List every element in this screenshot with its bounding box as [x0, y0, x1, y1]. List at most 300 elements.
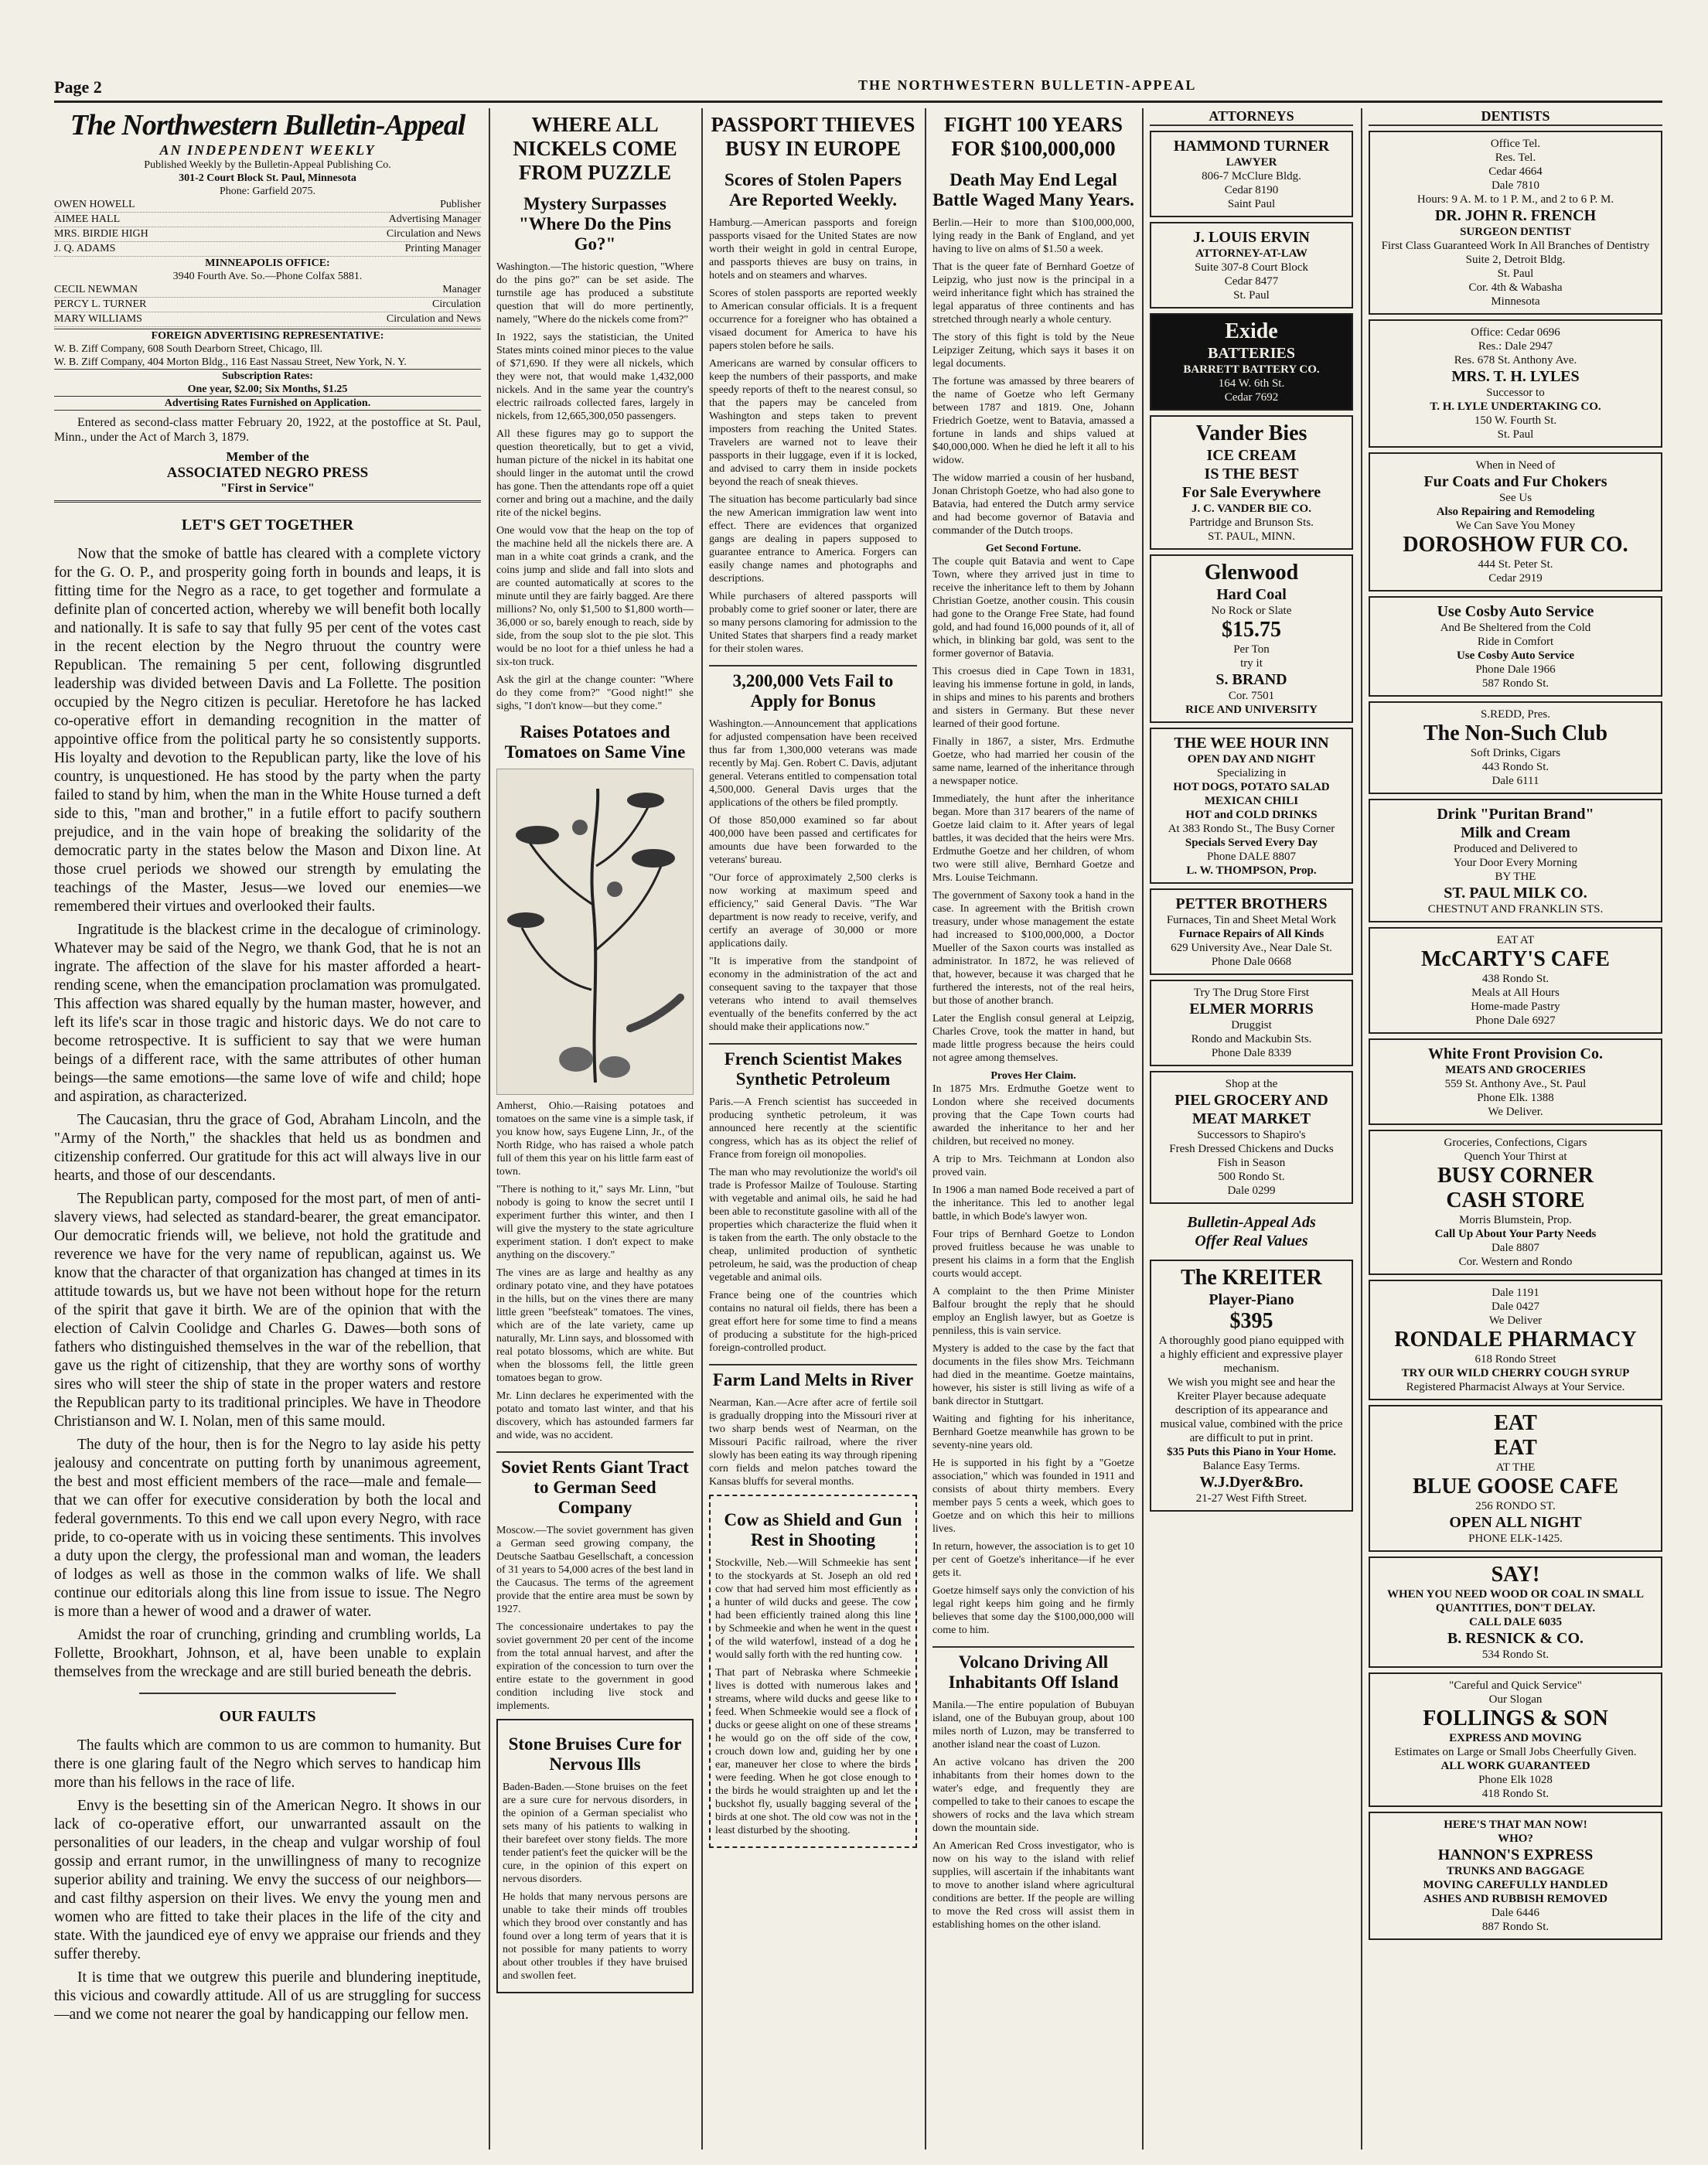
article-crosshead: Proves Her Claim. — [990, 1070, 1076, 1082]
article-headline: Soviet Rents Giant Tract to German Seed Company — [496, 1451, 694, 1518]
ad-line: J. LOUIS ERVIN — [1193, 229, 1310, 246]
ad-line: Registered Pharmacist Always at Your Service. — [1406, 1381, 1625, 1393]
ad-line: Home-made Pastry — [1471, 1001, 1560, 1013]
ad-line: Phone Elk. 1388 — [1477, 1092, 1554, 1104]
ad-line: $35 Puts this Piano in Your Home. — [1167, 1446, 1336, 1458]
ad-line: St. Paul — [1497, 428, 1534, 441]
ad-line: Produced and Delivered to — [1453, 843, 1578, 855]
ad-line: S. BRAND — [1215, 671, 1287, 688]
ad-line: FOLLINGS & SON — [1423, 1706, 1608, 1730]
paragraph: "It is imperative from the standpoint of economy in the administration of the act and consequent saving to the taxpayer that those veterans who intend to avail themselves eventually of the benefits conferred by the act should make their applications now." — [709, 956, 917, 1033]
ad-line: Minnesota — [1491, 295, 1540, 308]
ad-line: Exide — [1225, 319, 1278, 343]
article-body — [496, 261, 694, 713]
ad-line: ALL WORK GUARANTEED — [1440, 1760, 1590, 1772]
staff-row — [54, 312, 481, 327]
article-body — [496, 1524, 694, 1713]
ad-line: Partridge and Brunson Sts. — [1189, 517, 1314, 529]
paragraph: The government of Saxony took a hand in the case. In agreement with the British crown treasury, under whose management the estate had increased to $100,000,000, a Doctor Mueller of the Saxon courts was installed as administrator. In 1872, he was relieved of that, however, because it was charged that he furthered the interests, not of the real heirs, but those of another branch. — [932, 890, 1134, 1007]
ad-line: See Us — [1498, 492, 1532, 504]
article-headline: Raises Potatoes and Tomatoes on Same Vine — [504, 722, 686, 762]
editorial-body — [54, 1737, 481, 2024]
ad-line: Cedar 7692 — [1224, 391, 1279, 404]
ad-line: SAY! — [1491, 1563, 1540, 1587]
ad-line: 534 Rondo St. — [1481, 1648, 1549, 1661]
paragraph: An American Red Cross investigator, who is now on his way to the island with relief supplies, will ascertain if the inhabitants want to move to another island where agricultural conditions are better. If the people are willing to move the Red cross will assist them in establishing homes on the other island. — [932, 1840, 1134, 1931]
paragraph: The vines are as large and healthy as any ordinary potato vine, and they have potatoes in the hills, but on the vines there are many little green "beefsteak" tomatoes. The vines, which are of the late variety, came up naturally, Mr. Linn says, and blossomed with real potato blossoms, which are white. But when the blossoms fell, the little green tomatoes began to grow. — [496, 1267, 694, 1384]
page-number: Page 2 — [54, 77, 102, 97]
ad-hammond-turner — [1150, 131, 1353, 217]
ad-line: W.J.Dyer&Bro. — [1199, 1474, 1304, 1491]
ad-line: THE WEE HOUR INN — [1174, 735, 1329, 752]
paragraph: Ingratitude is the blackest crime in the decalogue of criminology. Whatever may be said of the Negro, we thank God, that he is not an ingrate. The affection of the slave for his master afforded a heart-rending scene, when the emancipation proclamation was promulgated. This affection was shared equally by the human master, however, and left its life's scar in those tragic and historic days. We do not care to become retrospective. It is sufficient to say that we were human beings of a different race, with the same attributes of other human beings—the same emotions—the same love of wife and child; hope and aspiration, as characterized. — [54, 922, 481, 1105]
paragraph: Goetze himself says only the conviction of his legal right keeps him going and he firmly believes that some day the $100,000,000 will come to him. — [932, 1585, 1134, 1636]
paragraph: That is the queer fate of Bernhard Goetze of Leipzig, who just now is the principal in a weird inheritance fight which has strained the legal apparatus of three continents and has stretched through nearly a whole century. — [932, 261, 1134, 326]
ad-line: Successors to Shapiro's — [1197, 1129, 1306, 1141]
ad-line: St. Paul — [1233, 289, 1270, 302]
ad-line: HAMMOND TURNER — [1173, 138, 1330, 155]
ad-line: Cedar 2919 — [1488, 572, 1543, 585]
paragraph: Later the English consul general at Leipzig, Charles Crove, took the matter in hand, but made little progress because the heirs could not agree among themselves. — [932, 1013, 1134, 1064]
staff-name: MRS. BIRDIE HIGH — [54, 228, 148, 240]
paragraph: The situation has become particularly bad since the new American immigration law went into effect. There are evidences that organized gangs are dealing in papers supposed to guarantee entrance to America. Forgers can easily change names and photographs and descriptions. — [709, 494, 917, 585]
ad-line: MEATS AND GROCERIES — [1445, 1064, 1586, 1076]
staff-role: Circulation — [432, 298, 481, 310]
ad-line: 444 St. Peter St. — [1478, 558, 1553, 571]
mpls-office-address: 3940 Fourth Ave. So.—Phone Colfax 5881. — [172, 271, 363, 282]
paragraph: Washington.—Announcement that applications for adjusted compensation have been received thus far from 1,300,000 veterans was made recently by Maj. Gen. Robert C. Davis, adjutant general. Veterans entitled to compensation total 4,500,000. General Davis urges that the applications of the others be filed promptly. — [709, 718, 917, 809]
ad-line: 500 Rondo St. — [1218, 1171, 1285, 1183]
ad-line: Cor. 7501 — [1228, 690, 1275, 702]
paragraph: Finally in 1867, a sister, Mrs. Erdmuthe Goetze, who had married her cousin of the same name, learned of the inheritance through a newspaper notice. — [932, 736, 1134, 787]
dentists-heading: DENTISTS — [1369, 108, 1662, 126]
article-crosshead: Get Second Fortune. — [985, 543, 1082, 554]
ad-line: Suite 307-8 Court Block — [1194, 261, 1309, 274]
ad-line: ICE CREAM — [1206, 447, 1297, 464]
paragraph: Washington.—The historic question, "Where do the pins go?" can be set aside. The turnstile age has produced a substitute question that will do more pertinently, namely, "Where do the nickels come from?" — [496, 261, 694, 326]
paragraph: The fortune was amassed by three bearers of the name of Goetze who left Germany between 1787 and 1819. One, Johann Friedrich Goetze, went to Batavia, amassed a fortune in lands and ships valued at $40,000,000. When he died he left it all to his widow. — [932, 376, 1134, 466]
ad-vander-bies — [1150, 415, 1353, 550]
ad-line: First Class Guaranteed Work In All Branches of Dentistry — [1381, 240, 1650, 252]
paragraph: In return, however, the association is to get 10 per cent of Goetze's inheritance—if he ever gets it. — [932, 1541, 1134, 1579]
ad-line: Cedar 8477 — [1224, 275, 1279, 288]
ad-line: WHEN YOU NEED WOOD OR COAL IN SMALL QUANTITIES, DON'T DELAY. — [1386, 1588, 1645, 1614]
ad-line: Phone Elk 1028 — [1478, 1774, 1553, 1786]
editorial-title: OUR FAULTS — [219, 1708, 316, 1725]
ad-line: try it — [1240, 657, 1263, 670]
staff-list — [54, 198, 481, 257]
article-headline: PASSPORT THIEVES BUSY IN EUROPE — [711, 113, 915, 160]
paragraph: Amherst, Ohio.—Raising potatoes and tomatoes on the same vine is a simple task, if you know how, says Eugene Linn, Jr., of the North Ridge, who has raised a whole patch full of them this year on his little farm east of town. — [496, 1100, 694, 1178]
ad-wee-hour-inn — [1150, 728, 1353, 884]
article-headline: Stone Bruises Cure for Nervous Ills — [508, 1734, 682, 1774]
paragraph: France being one of the countries which contains no natural oil fields, there has been a great effort here for some time to find a means of producing a substitute for the high-priced foreign-controlled product. — [709, 1290, 917, 1354]
ad-line: PETTER BROTHERS — [1175, 895, 1328, 912]
article-headline: Volcano Driving All Inhabitants Off Island — [932, 1646, 1134, 1693]
ad-line: Dale 0427 — [1491, 1301, 1540, 1313]
ad-line: A thoroughly good piano equipped with a highly efficient and expressive player mechanism. — [1158, 1335, 1345, 1375]
running-title: THE NORTHWESTERN BULLETIN-APPEAL — [858, 77, 1197, 93]
paragraph: Ask the girl at the change counter: "Where do they come from?" "Good night!" she sighs, "I don't know—but they come." — [496, 674, 694, 712]
ad-line: Bulletin-Appeal Ads — [1187, 1214, 1316, 1231]
ad-line: Specializing in — [1216, 767, 1287, 779]
staff-role: Publisher — [440, 199, 481, 210]
ad-line: DOROSHOW FUR CO. — [1403, 533, 1628, 557]
article-headline: Cow as Shield and Gun Rest in Shooting — [724, 1510, 902, 1550]
ad-line: Dale 1191 — [1492, 1287, 1539, 1299]
ad-line: CHESTNUT AND FRANKLIN STS. — [1427, 903, 1604, 915]
ad-mccartys-cafe — [1369, 927, 1662, 1034]
ad-j-louis-ervin — [1150, 222, 1353, 309]
ad-line: Dale 7810 — [1491, 179, 1540, 192]
staff-row — [54, 198, 481, 213]
staff-row — [54, 242, 481, 257]
staff-name: MARY WILLIAMS — [54, 313, 142, 325]
ad-line: WHO? — [1498, 1833, 1533, 1845]
ad-line: Drink "Puritan Brand" — [1437, 806, 1594, 823]
paragraph: Mr. Linn declares he experimented with the potato and tomato last winter, and that his discovery, which has astounded farmers far and wide, was no accident. — [496, 1390, 694, 1441]
ad-line: Saint Paul — [1227, 198, 1276, 210]
ad-line: Shop at the — [1225, 1078, 1278, 1090]
ad-line: Suite 2, Detroit Bldg. — [1465, 254, 1566, 266]
ad-line: Phone Dale 0668 — [1211, 956, 1292, 968]
ad-line: $15.75 — [1222, 618, 1281, 642]
paragraph: The widow married a cousin of her husband, Jonan Christoph Goetze, who had also gone to Batavia, had entered the Dutch army service and had become governor of Batavia and commander of the Dutch troops. — [932, 472, 1134, 537]
ad-line: Fur Coats and Fur Chokers — [1423, 473, 1607, 490]
advertising-rates: Advertising Rates Furnished on Application. — [54, 396, 481, 411]
ad-line: Cor. 4th & Wabasha — [1468, 281, 1563, 294]
ad-line: ST. PAUL MILK CO. — [1444, 885, 1587, 902]
ad-line: Hours: 9 A. M. to 1 P. M., and 2 to 6 P. M. — [1417, 193, 1614, 206]
ads-column-5 — [1150, 108, 1353, 2150]
paragraph: "Our force of approximately 2,500 clerks is now working at maximum speed and efficiency," said General Davis. "The War department is now ready to receive, verify, and certify an average of 30,000 or more applications daily. — [709, 872, 917, 950]
article-body — [709, 1096, 917, 1355]
paragraph: He is supported in his fight by a "Goetze association," which was founded in 1911 and consists of about thirty members. Every member pays 5 cents a week, which goes to Goetze and on which this heir to millions lives. — [932, 1458, 1134, 1535]
staff-name: J. Q. ADAMS — [54, 243, 116, 254]
article-subhead: Mystery Surpasses "Where Do the Pins Go?" — [519, 194, 671, 254]
ad-line: The KREITER — [1181, 1266, 1322, 1290]
paragraph: The duty of the hour, then is for the Negro to lay aside his petty jealousy and concentrate on putting forth by unanimous agreement, the best and most efficient members of the race—male and female—that we can offer for executive consideration by both the local and federal governments. To this end we call upon every Negro, with race pride, to co-operate with us in voicing these sentiments. This involves a duty upon the clergy, the professional man and woman, the leaders of lodges as well as those in the common walks of life. We shall continue our editorials along this line from issue to issue. The Negro is more than a hewer of wood and a drawer of water. — [54, 1437, 481, 1620]
ad-line: Soft Drinks, Cigars — [1470, 747, 1561, 759]
staff-role: Advertising Manager — [388, 213, 481, 225]
ad-line: EAT — [1494, 1411, 1537, 1435]
staff-row — [54, 283, 481, 298]
article-body — [709, 718, 917, 1034]
ad-line: ASHES AND RUBBISH REMOVED — [1423, 1893, 1607, 1905]
staff-name: PERCY L. TURNER — [54, 298, 147, 310]
foreign-rep-2: W. B. Ziff Company, 404 Morton Bldg., 116 East Nassau Street, New York, N. Y. — [54, 356, 407, 368]
ad-piel-grocery — [1150, 1071, 1353, 1204]
article-headline: 3,200,000 Vets Fail to Apply for Bonus — [709, 665, 917, 711]
ad-line: No Rock or Slate — [1211, 605, 1292, 617]
ad-line: HANNON'S EXPRESS — [1437, 1846, 1594, 1863]
ad-line: Office Tel. — [1490, 138, 1541, 150]
ad-line: Druggist — [1231, 1019, 1272, 1031]
article-body — [932, 1082, 1134, 1637]
article-headline: French Scientist Makes Synthetic Petroleum — [709, 1043, 917, 1089]
article-subhead: Scores of Stolen Papers Are Reported Weekly. — [724, 170, 902, 210]
page-header — [54, 77, 1662, 101]
paragraph: Manila.—The entire population of Bubuyan island, one of the Bubuyan group, about 100 miles north of Luzon, may be transferred to another island near the coast of Luzon. — [932, 1700, 1134, 1751]
ad-line: BY THE — [1495, 871, 1536, 883]
ad-line: Dale 6446 — [1491, 1907, 1540, 1919]
paragraph: Scores of stolen passports are reported weekly to American consular officials. It is a frequent occurrence for a foreigner who has obtained a visaed document for America to have his papers stolen before he sails. — [709, 288, 917, 352]
paragraph: Americans are warned by consular officers to keep the numbers of their passports, and make speedy reports of theft to the nearest consul, so that the papers may be canceled from Washington and steps taken to prevent imposters from reaching the United States. Travelers are warned not to leave their passports in their luggage, even if it is locked, and advised to carry them in inside pockets beyond the reach of sneak thieves. — [709, 358, 917, 488]
ad-line: PIEL GROCERY AND MEAT MARKET — [1174, 1092, 1328, 1127]
ad-line: Our Slogan — [1488, 1693, 1543, 1706]
ad-line: 587 Rondo St. — [1481, 677, 1549, 690]
ad-line: MRS. T. H. LYLES — [1451, 368, 1580, 385]
staff-role: Printing Manager — [404, 243, 481, 254]
ad-line: Fish in Season — [1217, 1157, 1286, 1169]
ad-line: Morris Blumstein, Prop. — [1459, 1214, 1572, 1226]
ad-line: Call Up About Your Party Needs — [1434, 1228, 1597, 1240]
staff-name: AIMEE HALL — [54, 213, 121, 225]
ad-blue-goose-cafe — [1369, 1405, 1662, 1552]
ad-line: For Sale Everywhere — [1181, 484, 1321, 501]
article-body — [932, 216, 1134, 537]
article-subhead: Death May End Legal Battle Waged Many Years. — [932, 170, 1134, 210]
editorial-body — [54, 545, 481, 1682]
ad-line: Use Cosby Auto Service — [1456, 650, 1575, 662]
ad-line: Meals at All Hours — [1471, 987, 1560, 999]
ad-line: Estimates on Large or Small Jobs Cheerfully Given. — [1394, 1746, 1637, 1758]
article-body — [496, 1100, 694, 1442]
ad-line: J. C. VANDER BIE CO. — [1192, 503, 1311, 515]
paragraph: Mystery is added to the case by the fact that documents in the files show Mrs. Teichmann had died in the meantime. Goetze maintains, however, his sister is still living as wife of a bank director in Stuttgart. — [932, 1343, 1134, 1407]
staff-role: Circulation and News — [386, 228, 481, 240]
ad-busy-corner — [1369, 1130, 1662, 1275]
news-column-2 — [496, 108, 694, 2150]
ad-line: Res. 678 St. Anthony Ave. — [1454, 354, 1577, 367]
ad-rondale-pharmacy — [1369, 1280, 1662, 1400]
paragraph: Nearman, Kan.—Acre after acre of fertile soil is gradually dropping into the Missouri river at two sharp bends west of Nearman, on the Missouri Pacific railroad, where the river slowly has been eating its way through ripening corn fields and melon patches toward the Kansas bluffs for several months. — [709, 1397, 917, 1488]
ad-lyles-undertaking — [1369, 319, 1662, 448]
mpls-office-heading: MINNEAPOLIS OFFICE: — [205, 257, 330, 269]
ad-line: Cedar 4664 — [1488, 165, 1543, 178]
ad-line: MOVING CAREFULLY HANDLED — [1423, 1879, 1608, 1891]
paragraph: In 1875 Mrs. Erdmuthe Goetze went to London where she received documents proving that the Cape Town courts had awarded the inheritance to her and her children, but received no money. — [932, 1083, 1134, 1147]
ad-hannons-express — [1369, 1812, 1662, 1940]
ad-line: ATTORNEY-AT-LAW — [1195, 247, 1307, 260]
ad-line: Dale 6111 — [1492, 775, 1539, 787]
ad-exide-batteries — [1150, 313, 1353, 411]
ad-line: MEXICAN CHILI — [1204, 795, 1299, 807]
ad-dr-french — [1369, 131, 1662, 315]
ad-line: Cor. Western and Rondo — [1458, 1256, 1573, 1268]
ad-line: Dale 8807 — [1491, 1242, 1540, 1254]
ad-line: 618 Rondo Street — [1474, 1353, 1556, 1365]
ad-line: HOT DOGS, POTATO SALAD — [1173, 781, 1330, 793]
foreign-rep-1: W. B. Ziff Company, 608 South Dearborn Street, Chicago, Ill. — [54, 343, 323, 355]
ad-line: 559 St. Anthony Ave., St. Paul — [1444, 1078, 1587, 1090]
ad-line: HOT and COLD DRINKS — [1185, 809, 1318, 821]
paragraph: Now that the smoke of battle has cleared with a complete victory for the G. O. P., and prosperity going forth in bounds and leaps, it is fitting time for the Negro as a race, to get together and formulate a definite plan of concerted action, whereby we will benefit both locally and nationally. It is safe to say that fully 95 per cent of the votes cast in the recent election by the Negro thruout the country were Republican. The remaining 5 per cent, following disgruntled leadership was divided between Davis and La Follette. The position occupied by the Negro citizen is peculiar. Heretofore he has lacked co-operative effort in demanding recognition in the matter of appointive office from the political party he so consistently supports. His loyalty and devotion to the Republican party, like the love of his country, is unquestioned. He has stood by the party when the party failed to stand by him, when the man in the White House turned a deft side to this, "man and brother," in a futile effort to pacify southern prejudice, and in the vain hope of breaking the solidarity of the democratic party in the states below the Mason and Dixon line. At those cruel periods we showed our strength by emulating the teachings of the Master, Jesus—we loved our enemies—we remembered their virtues and overlooked their faults. — [54, 546, 481, 915]
ad-line: OPEN ALL NIGHT — [1449, 1514, 1582, 1531]
ad-line: TRY OUR WILD CHERRY COUGH SYRUP — [1401, 1367, 1630, 1379]
ad-line: HERE'S THAT MAN NOW! — [1444, 1819, 1587, 1831]
ad-line: Glenwood — [1204, 561, 1299, 585]
paragraph: Of those 850,000 examined so far about 400,000 have been passed and certificates for amounts due have been forwarded to the veterans' bureau. — [709, 815, 917, 866]
ad-line: RONDALE PHARMACY — [1394, 1328, 1637, 1352]
ad-line: 443 Rondo St. — [1481, 761, 1549, 773]
ad-line: Per Ton — [1233, 643, 1270, 656]
subscription-heading: Subscription Rates: — [54, 369, 481, 383]
ad-line: Player-Piano — [1209, 1291, 1294, 1308]
ad-line: CASH STORE — [1446, 1188, 1585, 1212]
ad-line: We Can Save You Money — [1455, 520, 1576, 532]
ad-petter-brothers — [1150, 888, 1353, 975]
ad-line: 21-27 West Fifth Street. — [1195, 1492, 1307, 1505]
header-rule — [54, 101, 1662, 103]
ad-line: BUSY CORNER — [1437, 1164, 1594, 1188]
ad-line: ST. PAUL, MINN. — [1208, 530, 1295, 543]
paragraph: Berlin.—Heir to more than $100,000,000, lying ready in the Bank of England, and yet having to live on alms of $1.50 a week. — [932, 217, 1134, 255]
article-body — [709, 1396, 917, 1488]
ad-line: Balance Easy Terms. — [1202, 1460, 1301, 1472]
ad-line: Phone Dale 6927 — [1475, 1014, 1556, 1027]
masthead-title: The Northwestern Bulletin-Appeal — [70, 109, 465, 141]
ad-line: RICE AND UNIVERSITY — [1185, 704, 1318, 716]
ad-line: DR. JOHN R. FRENCH — [1434, 207, 1597, 224]
staff-name: CECIL NEWMAN — [54, 284, 138, 295]
ad-line: Successor to — [1486, 387, 1545, 399]
ad-line: AT THE — [1495, 1461, 1536, 1474]
potato-vine-illustration — [496, 769, 694, 1095]
editorial-column — [54, 108, 481, 2150]
paragraph: One would vow that the heap on the top of the machine held all the nickels there are. A man in a white coat grinds a crank, and the coins jump and slide and fall into slots and are counted automatically at scores to the minute until they are fairly bagged. Are there millions? No, only $1,500 to $1,800 worth—36,000 or so, barely enough to reach, side by side, from the soup slot to the pie slot. This would be no loot for a thief unless he had a six-ton truck. — [496, 525, 694, 668]
staff-row — [54, 213, 481, 227]
ad-line: Phone Dale 1966 — [1475, 663, 1556, 676]
article-headline: FIGHT 100 YEARS FOR $100,000,000 — [943, 113, 1123, 160]
staff-row — [54, 227, 481, 242]
ad-resnick — [1369, 1556, 1662, 1668]
ad-line: We Deliver. — [1488, 1106, 1543, 1118]
editorial-title: LET'S GET TOGETHER — [181, 517, 354, 534]
ad-line: Vander Bies — [1195, 421, 1307, 445]
anp-motto: "First in Service" — [54, 482, 481, 503]
ad-line: IS THE BEST — [1204, 465, 1299, 482]
ad-line: OPEN DAY AND NIGHT — [1187, 753, 1316, 765]
paragraph: The couple quit Batavia and went to Cape Town, where they arrived just in time to receive the inheritance left to them by Johann Christian Goetze, another cousin. This cousin had gone to the Orange Free State, had found gold, and had found 16,000 pounds of it, all of which, in blinking bar gold, was sent to the former governor of Batavia. — [932, 556, 1134, 660]
ad-elmer-morris — [1150, 980, 1353, 1066]
ad-line: $395 — [1229, 1309, 1273, 1333]
paragraph: A complaint to the then Prime Minister Balfour brought the reply that he should employ an English lawyer, but as Goetze is penniless, this is vain service. — [932, 1286, 1134, 1337]
ad-line: 164 W. 6th St. — [1218, 377, 1285, 390]
paragraph: That part of Nebraska where Schmeekie lives is dotted with numerous lakes and streams, where wild ducks and geese like to feed. When Schmeekie would see a flock of ducks or geese alight on one of these streams he would go on the off side of the cow, crouch down low and, guiding her by one ear, maneuver her close to where the birds were feeding. When he got close enough to the birds he would straighten up and let the buckshot fly, usually bagging several of the birds at one shot. The old cow was not in the least disturbed by the shooting. — [715, 1667, 911, 1836]
anp-name: ASSOCIATED NEGRO PRESS — [166, 465, 369, 481]
ad-line: We Deliver — [1488, 1314, 1543, 1327]
ad-line: Milk and Cream — [1461, 824, 1570, 841]
ad-non-such-club — [1369, 701, 1662, 794]
ad-line: BATTERIES — [1207, 345, 1295, 362]
article-body — [715, 1556, 911, 1837]
article-body — [932, 555, 1134, 1065]
staff-row — [54, 298, 481, 312]
ad-kreiter-piano — [1150, 1260, 1353, 1512]
paragraph: Paris.—A French scientist has succeeded in producing synthetic petroleum, it was announced here recently at the scientific congress, which has as its object the relief of France from foreign oil monopolies. — [709, 1096, 917, 1161]
column-divider — [1142, 108, 1144, 2150]
paragraph: Immediately, the hunt after the inheritance began. More than 317 bearers of the name of Goetze laid claim to it. After years of legal battles, it was decided that the heirs were Mrs. Erdmuthe Goetze and her children, of whom two were still alive, Bernhard Goetze and Mrs. Louise Teichmann. — [932, 793, 1134, 884]
ad-line: PHONE ELK-1425. — [1468, 1533, 1563, 1545]
ads-column-6 — [1369, 108, 1662, 2150]
column-divider — [925, 108, 926, 2150]
ad-line: EXPRESS AND MOVING — [1449, 1732, 1582, 1744]
ad-st-paul-milk — [1369, 799, 1662, 922]
paragraph: Envy is the besetting sin of the American Negro. It shows in our lack of co-operative effort, our unwarranted assault on the personalities of our leaders, in the cheap and vulgar worship of foul gossip and errant rumor, in the unwillingness of many to recognize superior ability and training. We envy the success of our neighbors—and cast filthy aspersion on their lives. We envy the young men and women who are fitted to take their places in the life of the city and state. With the jaundiced eye of envy we appraise our friends and they suffer thereby. — [54, 1798, 481, 1962]
ad-line: White Front Provision Co. — [1428, 1045, 1603, 1062]
paragraph: The story of this fight is told by the Neue Leipziger Zeitung, which says it bases it on legal documents. — [932, 332, 1134, 370]
ad-doroshow-fur — [1369, 452, 1662, 592]
ad-line: S.REDD, Pres. — [1480, 708, 1550, 721]
ad-line: 150 W. Fourth St. — [1474, 414, 1557, 427]
article-headline: WHERE ALL NICKELS COME FROM PUZZLE — [513, 113, 677, 184]
paragraph: A trip to Mrs. Teichmann at London also proved vain. — [932, 1154, 1134, 1178]
subscription-rates: One year, $2.00; Six Months, $1.25 — [187, 384, 348, 395]
masthead-tagline: AN INDEPENDENT WEEKLY — [159, 142, 376, 158]
ad-line: Furnaces, Tin and Sheet Metal Work — [1166, 914, 1337, 926]
ad-white-front — [1369, 1038, 1662, 1125]
ad-line: Rondo and Mackubin Sts. — [1191, 1033, 1312, 1045]
ad-line: Also Repairing and Remodeling — [1436, 506, 1595, 518]
paragraph: Amidst the roar of crunching, grinding and crumbling worlds, La Follette, Brookhart, Johnson, et al, have been unable to explain themselves from the wreckage and are still buried beneath the debris. — [54, 1627, 481, 1680]
ad-line: Cedar 8190 — [1224, 184, 1279, 196]
ad-line: The Non-Such Club — [1423, 721, 1608, 745]
article-body — [709, 216, 917, 656]
article-body — [932, 1699, 1134, 1931]
masthead-address: 301-2 Court Block St. Paul, Minnesota — [179, 172, 356, 184]
ad-line: 438 Rondo St. — [1481, 973, 1549, 985]
ad-line: Try The Drug Store First — [1193, 987, 1310, 999]
staff-role: Manager — [442, 284, 481, 295]
ad-line: ELMER MORRIS — [1189, 1001, 1314, 1018]
paragraph: All these figures may go to support the question theoretically, but to get a vivid, human picture of the nickel in its habitat one should linger in the automat until the crowd has gone. Then the attendants rope off a quiet corner and bring out a machine, and the daily rite of the nickel begins. — [496, 428, 694, 519]
ad-line: BARRETT BATTERY CO. — [1183, 363, 1320, 376]
ad-line: CALL DALE 6035 — [1468, 1616, 1563, 1628]
paragraph: It is time that we outgrew this puerile and blundering ineptitude, this vicious and cowardly attitude. All of us are struggling for success—and we come not nearer the goal by handicapping our fellow men. — [54, 1969, 481, 2023]
ad-line: T. H. LYLE UNDERTAKING CO. — [1430, 401, 1601, 413]
ad-line: SURGEON DENTIST — [1460, 226, 1571, 238]
paragraph: The Republican party, composed for the most part, of men of anti-slavery views, had selected as standard-bearer, the great emancipator. Our democratic friends will, we believe, not hold the gratitude and reverence we have for the very name of republican, against us. We know that the character of that organization has changed at times in its attitude towards us, but we have not been without hope for the return of the spirit that gave it birth. We are of the opinion that with the election of Calvin Coolidge and Charles G. Dawes—both sons of fathers who distinguished themselves in the war of the rebellion, that gave us the right of citizenship, that they are worthy sons of worthy sires who will steer the ship of state in the proper waters and restore the Republican party to its traditional principles. We have in Theodore Christianson and W. I. Nolan, men of this same mould. — [54, 1191, 481, 1430]
paragraph: Baden-Baden.—Stone bruises on the feet are a sure cure for nervous disorders, in the opinion of a German specialist who sets many of his patients to walking in their barefeet over stony fields. The more tender patient's feet the quicker will be the cure, in the opinion of this expert on nervous disorders. — [503, 1781, 687, 1885]
ad-line: Res.: Dale 2947 — [1478, 340, 1553, 353]
ad-line: We wish you might see and hear the Kreiter Player because adequate description of its appearance and musical value, combined with the price are difficult to put in print. — [1160, 1376, 1343, 1444]
ad-line: Phone DALE 8807 — [1207, 851, 1296, 863]
paragraph: The Caucasian, thru the grace of God, Abraham Lincoln, and the "Army of the North," the shackles that held us as bondmen and citizenship conferred. Our gratitude for this act will always live in our hearts, and those of our descendants. — [54, 1112, 481, 1184]
ad-bulletin-appeal — [1150, 1209, 1353, 1255]
ad-line: Fresh Dressed Chickens and Ducks — [1169, 1143, 1334, 1155]
mpls-staff-list — [54, 283, 481, 327]
masthead-phone: Phone: Garfield 2075. — [219, 186, 316, 197]
paragraph: Waiting and fighting for his inheritance, Bernhard Goetze meanwhile has grown to be seventy-nine years old. — [932, 1413, 1134, 1451]
ad-line: Phone Dale 8339 — [1211, 1047, 1292, 1059]
ad-glenwood-coal — [1150, 554, 1353, 723]
ad-line: Offer Real Values — [1195, 1233, 1308, 1250]
paragraph: The man who may revolutionize the world's oil trade is Professor Mailze of Toulouse. Starting with vegetable and animal oils, he said he had been able to reconstitute gasoline with all of the properties which characterize the fluid when it is taken from the earth. The only obstacle to the cheap, unlimited production of synthetic petroleum, he said, was the production of cheap vegetable and animal oils. — [709, 1167, 917, 1284]
ad-line: B. RESNICK & CO. — [1447, 1630, 1584, 1647]
ad-line: EAT — [1494, 1436, 1537, 1460]
news-column-4 — [932, 108, 1134, 2150]
paragraph: The concessionaire undertakes to pay the soviet government 20 per cent of the income from the total annual harvest, and after the expiration of the concession to turn over the entire estate to the government in good condition including live stock and implements. — [496, 1621, 694, 1712]
ad-cosby-auto — [1369, 596, 1662, 697]
foreign-rep-heading: FOREIGN ADVERTISING REPRESENTATIVE: — [54, 329, 481, 343]
ad-line: Quench Your Thirst at — [1464, 1151, 1567, 1163]
staff-name: OWEN HOWELL — [54, 199, 135, 210]
section-rule — [139, 1693, 395, 1694]
paragraph: He holds that many nervous persons are unable to take their minds off troubles which they brood over constantly and has found over a long term of years that it is not possible for many patients to worry about other troubles if they have bruised and swollen feet. — [503, 1891, 687, 1982]
ad-line: TRUNKS AND BAGGAGE — [1446, 1865, 1585, 1877]
column-divider — [701, 108, 703, 2150]
